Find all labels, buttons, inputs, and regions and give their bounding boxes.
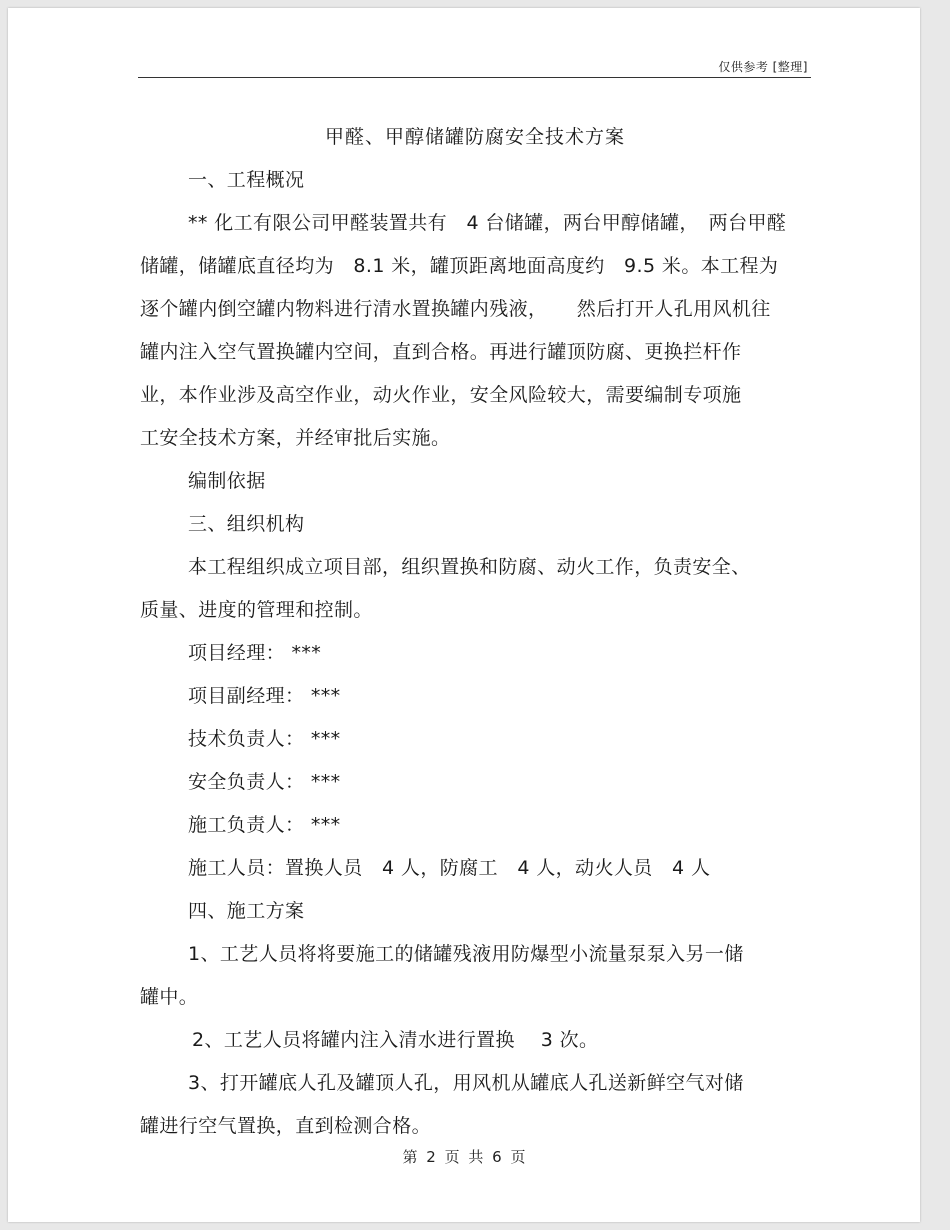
plan-step-line: 1、工艺人员将将要施工的储罐残液用防爆型小流量泵泵入另一储 <box>188 943 744 965</box>
paragraph-line: 工安全技术方案，并经审批后实施。 <box>140 427 451 449</box>
plan-step-line: 罐进行空气置换，直到检测合格。 <box>140 1115 432 1137</box>
staff-item-construction-lead: 施工负责人： *** <box>188 814 341 836</box>
staff-item-deputy-manager: 项目副经理： *** <box>188 685 341 707</box>
section-heading-basis: 编制依据 <box>188 470 266 492</box>
header-note: 仅供参考 [整理] <box>718 60 808 74</box>
staff-item-safety-lead: 安全负责人： *** <box>188 771 341 793</box>
paragraph-line: 质量、进度的管理和控制。 <box>140 599 373 621</box>
section-heading-organization: 三、组织机构 <box>188 513 305 535</box>
plan-step-line: 2、工艺人员将罐内注入清水进行置换 3 次。 <box>192 1029 599 1051</box>
paragraph-line: ** 化工有限公司甲醛装置共有 4 台储罐，两台甲醇储罐， 两台甲醛 <box>188 212 787 234</box>
staff-item-project-manager: 项目经理： *** <box>188 642 322 664</box>
document-title: 甲醛、甲醇储罐防腐安全技术方案 <box>324 126 625 148</box>
paragraph-line: 罐内注入空气置换罐内空间，直到合格。再进行罐顶防腐、更换拦杆作 <box>140 341 742 363</box>
staff-item-technical-lead: 技术负责人： *** <box>188 728 341 750</box>
staff-item-workers: 施工人员：置换人员 4 人，防腐工 4 人，动火人员 4 人 <box>188 857 711 879</box>
document-body <box>140 116 810 1148</box>
section-heading-plan: 四、施工方案 <box>188 900 305 922</box>
document-page <box>8 8 920 1222</box>
section-heading-overview: 一、工程概况 <box>188 169 305 191</box>
paragraph-line: 储罐，储罐底直径均为 8.1 米，罐顶距离地面高度约 9.5 米。本工程为 <box>140 255 779 277</box>
paragraph-line: 本工程组织成立项目部，组织置换和防腐、动火工作，负责安全、 <box>188 556 751 578</box>
paragraph-line: 逐个罐内倒空罐内物料进行清水置换罐内残液， 然后打开人孔用风机往 <box>140 298 771 320</box>
paragraph-line: 业，本作业涉及高空作业，动火作业，安全风险较大，需要编制专项施 <box>140 384 742 406</box>
header-divider <box>138 77 811 78</box>
plan-step-line: 3、打开罐底人孔及罐顶人孔，用风机从罐底人孔送新鲜空气对储 <box>188 1072 744 1094</box>
page-indicator: 第 2 页 共 6 页 <box>402 1148 526 1166</box>
plan-step-line: 罐中。 <box>140 986 199 1008</box>
